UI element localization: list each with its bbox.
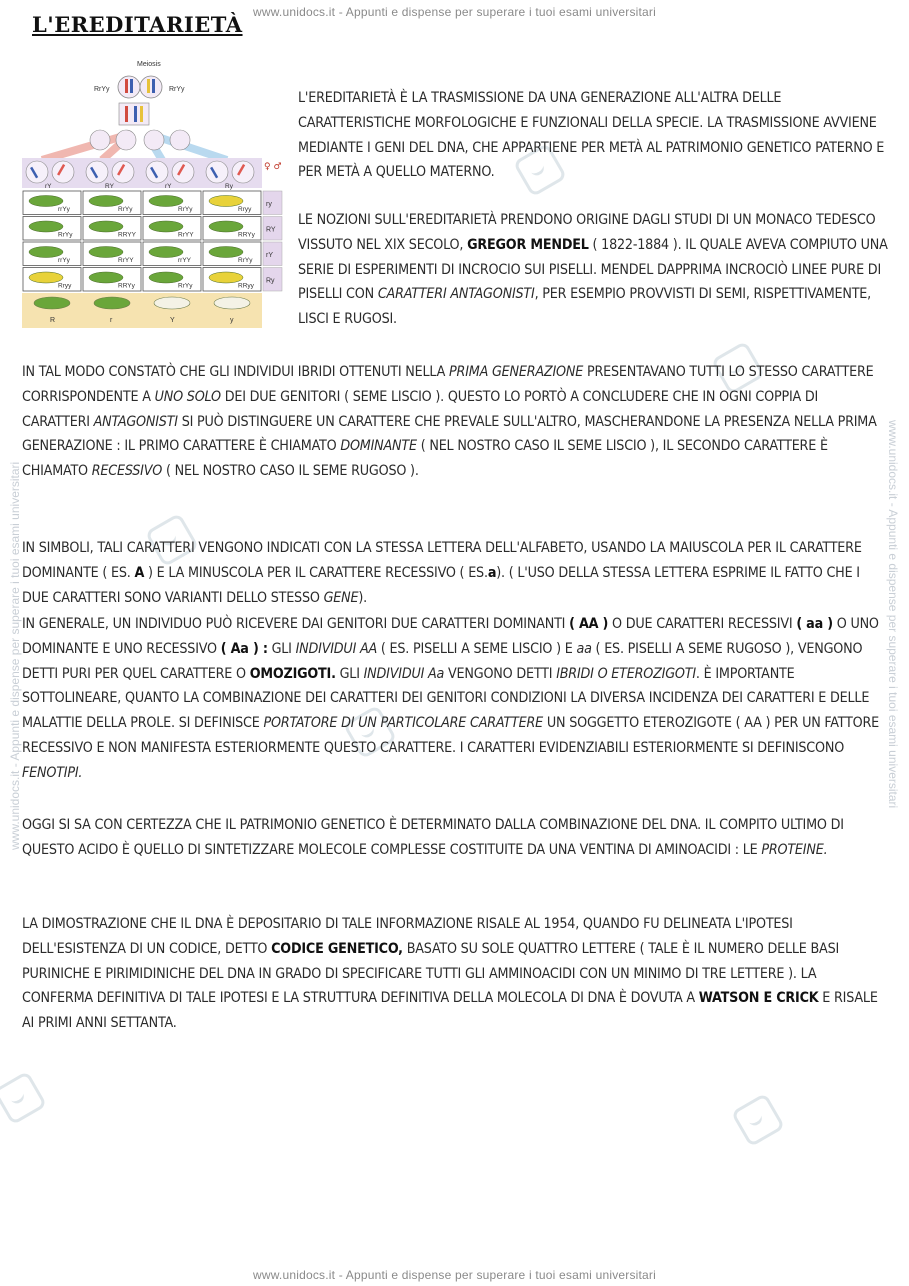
genotype-label: RrYy xyxy=(178,206,193,213)
genotype-label: RRYy xyxy=(238,231,255,239)
gamete-label: Ry xyxy=(225,183,233,190)
chromosome-blue xyxy=(152,79,155,93)
text-run: ( 1822-1884 ). IL QUALE AVEVA COMPIUTO UNA SERIE DI ESPERIMENTI DI INCROCIO SUI PISELLI. MENDEL DAPPRIMA INCROCIÒ LINEE PURE DI PISELLI CON xyxy=(298,236,888,303)
text-run: ( NEL NOSTRO CASO IL SEME LISCIO ), IL SECONDO CARATTERE È CHIAMATO xyxy=(22,438,828,480)
pea-pod xyxy=(149,196,183,207)
symbol-aa-upper: ( AA ) xyxy=(569,616,609,632)
highlight-mendel: GREGOR MENDEL xyxy=(467,236,589,253)
pea-pod xyxy=(89,272,123,283)
genotype-label: Rryy xyxy=(58,282,72,290)
highlight-omozigoti: OMOZIGOTI. xyxy=(249,665,336,682)
pea-pod xyxy=(89,247,123,258)
row-gamete-label: rY xyxy=(266,252,273,259)
phenotype-label: r xyxy=(110,317,113,324)
pea-pod xyxy=(149,272,183,283)
pea-pod xyxy=(149,247,183,258)
gamete-parent-cell xyxy=(144,130,164,150)
emphasis-aa-lower: aa xyxy=(576,640,592,657)
text-run: , PER ESEMPIO PROVVISTI DI SEMI, RISPETTIVAMENTE, LISCI E RUGOSI. xyxy=(298,286,872,328)
text-run: GLI xyxy=(267,640,296,657)
phenotype-pod xyxy=(214,297,250,309)
text-run: PRESENTAVANO TUTTI LO STESSO CARATTERE CORRISPONDENTE A xyxy=(22,364,874,405)
genotype-label: RrYy xyxy=(238,257,253,264)
text-run: GLI xyxy=(335,665,364,682)
pea-pod xyxy=(209,221,243,232)
text-run: . È IMPORTANTE SOTTOLINEARE, QUANTO LA COMBINAZIONE DEI CARATTERI DEI GENITORI CONDIZIONI LA DIVERSA INCIDENZA DEI CARATTERI E DELLE MALATTIE DELLA PROLE. SI DEFINISCE xyxy=(22,665,870,732)
symbol-aa-lower: ( aa ) xyxy=(796,616,833,632)
emphasis-proteine: PROTEINE. xyxy=(761,841,828,858)
chromosome-blue xyxy=(130,79,133,93)
parent-cell-right xyxy=(140,76,162,98)
pea-pod xyxy=(29,272,63,283)
genotype-label: RrYy xyxy=(178,282,193,290)
paragraph-dna xyxy=(22,813,888,863)
gamete-cell xyxy=(146,161,168,183)
gamete-cell xyxy=(206,161,228,183)
text-run: OGGI SI SA CON CERTEZZA CHE IL PATRIMONIO GENETICO È DETERMINATO DALLA COMBINAZIONE DEL DNA. IL COMPITO ULTIMO DI QUESTO ACIDO È QUELLO DI SINTETIZZARE MOLECOLE COMPLESSE COSTITUITE DA UNA VENTINA DI AMINOACIDI : LE xyxy=(22,817,844,858)
highlight-watson-crick: WATSON E CRICK xyxy=(698,990,819,1007)
text-run: BASATO SU SOLE QUATTRO LETTERE ( TALE È IL NUMERO DELLE BASI PURINICHE E PIRIMIDINICHE DEL DNA IN GRADO DI SPECIFICARE TUTTI GLI AMMINOACIDI CON UN MINIMO DI TRE LETTERE ). LA CONFERMA DEFINITIVA DI TALE IPOTESI E LA STRUTTURA DEFINITIVA DELLA MOLECOLA DI DNA È DOVUTA A xyxy=(22,940,840,1007)
text-run: ( ES. PISELLI A SEME RUGOSO ), VENGONO DETTI PURI PER QUEL CARATTERE O xyxy=(22,640,863,682)
gamete-label: rY xyxy=(165,183,172,190)
gamete-parent-cell xyxy=(170,130,190,150)
right-side-watermark: www.unidocs.it - Appunti e dispense per superare i tuoi esami universitari xyxy=(886,420,900,809)
text-run: ). xyxy=(358,589,367,606)
sex-symbols: ♀ ♂ xyxy=(264,162,282,172)
text-run: IN SIMBOLI, TALI CARATTERI VENGONO INDICATI CON LA STESSA LETTERA DELL'ALFABETO, USANDO LA MAIUSCOLA PER IL CARATTERE DOMINANTE ( ES. xyxy=(22,540,862,581)
emphasis-ibridi-eterozigoti: IBRIDI O ETEROZIGOTI xyxy=(556,665,696,682)
genotype-label: RRyy xyxy=(238,282,254,290)
pea-pod xyxy=(89,221,123,232)
page-title: L'EREDITARIETÀ xyxy=(32,12,243,37)
pea-pod xyxy=(29,221,63,232)
phenotype-label: Y xyxy=(170,317,175,324)
header-watermark: www.unidocs.it - Appunti e dispense per superare i tuoi esami universitari xyxy=(253,5,656,19)
phenotype-label: R xyxy=(50,317,56,324)
text-run: E RISALE AI PRIMI ANNI SETTANTA. xyxy=(22,990,878,1032)
gamete-label: rY xyxy=(45,183,52,190)
symbol-recessive: a xyxy=(487,564,497,581)
genotype-label: rrYY xyxy=(178,257,191,264)
genotype-label: Rryy xyxy=(238,206,252,213)
genotype-label: RRYy xyxy=(118,282,135,290)
text-run: VENGONO DETTI xyxy=(444,665,557,682)
paragraph-mendel xyxy=(298,208,888,332)
chromosome-yellow xyxy=(147,79,150,93)
punnett-grid xyxy=(23,191,282,291)
genotype-label: RRYY xyxy=(118,231,136,239)
phenotype-pod xyxy=(94,297,130,309)
phenotype-pod xyxy=(34,297,70,309)
paragraph-omozigoti xyxy=(22,612,888,786)
gamete-parent-cell xyxy=(90,130,110,150)
text-run: O DUE CARATTERI RECESSIVI xyxy=(608,616,797,632)
phenotype-label: y xyxy=(230,317,234,324)
paragraph-definition: L'EREDITARIETÀ È LA TRASMISSIONE DA UNA GENERAZIONE ALL'ALTRA DELLE CARATTERISTICHE MORFOLOGICHE E FUNZIONALI DELLA SPECIE. LA TRASMISSIONE AVVIENE MEDIANTE I GENI DEL DNA, CHE APPARTIENE PER METÀ AL PATRIMONIO GENETICO PATERNO E PER METÀ A QUELLO MATERNO. xyxy=(298,90,885,181)
pea-pod xyxy=(149,221,183,232)
gamete-cell xyxy=(86,161,108,183)
emphasis-gene: GENE xyxy=(323,589,359,606)
genotype-label: RrYy xyxy=(118,206,133,213)
text-run: ) E LA MINUSCOLA PER IL CARATTERE RECESSIVO ( ES. xyxy=(144,564,488,581)
emphasis-portatore: PORTATORE DI UN PARTICOLARE CARATTERE xyxy=(263,715,543,732)
genotype-label: RrYY xyxy=(178,231,194,239)
parent-cell-left xyxy=(118,76,140,98)
text-run: ). ( L'USO DELLA STESSA LETTERA ESPRIME IL FATTO CHE I DUE CARATTERI SONO VARIANTI DELLO STESSO xyxy=(22,564,860,606)
paragraph-codice-genetico xyxy=(22,912,888,1036)
emphasis-prima-generazione: PRIMA GENERAZIONE xyxy=(449,364,584,380)
paragraph-dominante-recessivo xyxy=(22,360,888,484)
pea-pod xyxy=(29,247,63,258)
text-run: LA DIMOSTRAZIONE CHE IL DNA È DEPOSITARIO DI TALE INFORMAZIONE RISALE AL 1954, QUANDO FU DELINEATA L'IPOTESI DELL'ESISTENZA DI UN CODICE, DETTO xyxy=(22,916,793,957)
text-run: DEI DUE GENITORI ( SEME LISCIO ). QUESTO LO PORTÒ A CONCLUDERE CHE IN OGNI COPPIA DI CARATTERI xyxy=(22,388,819,430)
text-run: IN TAL MODO CONSTATÒ CHE GLI INDIVIDUI IBRIDI OTTENUTI NELLA xyxy=(22,364,450,380)
genotype-label: RrYY xyxy=(118,257,134,264)
symbol-aa-mixed: ( Aa ) : xyxy=(220,640,268,657)
chromosome-yellow xyxy=(140,106,143,122)
emphasis-caratteri-antagonisti: CARATTERI ANTAGONISTI xyxy=(377,286,535,303)
meiosis-label: Meiosis xyxy=(137,61,161,68)
gamete-parent-cell xyxy=(116,130,136,150)
emphasis-uno-solo: UNO SOLO xyxy=(154,388,221,405)
gamete-label: RY xyxy=(105,183,114,190)
parent-right-genotype: RrYy xyxy=(169,86,185,93)
emphasis-antagonisti: ANTAGONISTI xyxy=(93,413,178,430)
pea-pod xyxy=(209,272,243,283)
text-run: SI PUÒ DISTINGUERE UN CARATTERE CHE PREVALE SULL'ALTRO, MASCHERANDONE LA PRESENZA NELLA PRIMA GENERAZIONE : IL PRIMO CARATTERE È CHIAMATO xyxy=(22,413,877,455)
row-gamete-label: Ry xyxy=(266,277,275,285)
emphasis-individui-aa: INDIVIDUI AA xyxy=(295,640,378,657)
text-run: IN GENERALE, UN INDIVIDUO PUÒ RICEVERE DAI GENITORI DUE CARATTERI DOMINANTI xyxy=(22,616,570,632)
emphasis-individui-aa-mixed: INDIVIDUI Aa xyxy=(363,665,445,682)
text-run: LE NOZIONI SULL'EREDITARIETÀ PRENDONO ORIGINE DAGLI STUDI DI UN MONACO TEDESCO VISSUTO NEL XIX SECOLO, xyxy=(298,212,876,253)
symbol-dominant: A xyxy=(134,564,145,581)
paragraph-simboli xyxy=(22,536,888,610)
row-gamete-label: ry xyxy=(266,201,272,208)
chromosome-red xyxy=(125,106,128,122)
phenotype-pod xyxy=(154,297,190,309)
watermark-logo-icon xyxy=(731,1093,786,1148)
footer-watermark: www.unidocs.it - Appunti e dispense per superare i tuoi esami universitari xyxy=(253,1268,656,1282)
text-run: ( ES. PISELLI A SEME LISCIO ) E xyxy=(377,640,577,657)
emphasis-fenotipi: FENOTIPI. xyxy=(22,764,83,781)
emphasis-recessivo: RECESSIVO xyxy=(91,463,163,480)
pea-pod xyxy=(209,247,243,258)
row-gamete-label: RY xyxy=(266,226,276,234)
chromosome-red xyxy=(125,79,128,93)
watermark-logo-icon xyxy=(0,1071,47,1126)
genotype-label: RrYy xyxy=(58,231,73,239)
pea-pod xyxy=(209,196,243,207)
pea-pod xyxy=(29,196,63,207)
text-run: O UNO DOMINANTE E UNO RECESSIVO xyxy=(22,616,879,657)
genotype-label: rrYy xyxy=(58,257,70,264)
text-run: UN SOGGETTO ETEROZIGOTE ( AA ) PER UN FATTORE RECESSIVO E NON MANIFESTA ESTERIORMENTE QUESTO CARATTERE. I CARATTERI EVIDENZIABILI ESTERIORMENTE SI DEFINISCONO xyxy=(22,715,879,756)
punnett-square-diagram xyxy=(22,55,284,330)
punnett-square-figure xyxy=(22,55,284,330)
highlight-codice-genetico: CODICE GENETICO, xyxy=(271,940,403,957)
gamete-cell xyxy=(26,161,48,183)
pea-pod xyxy=(89,196,123,207)
genotype-label: rrYy xyxy=(58,206,70,213)
left-side-watermark: www.unidocs.it - Appunti e dispense per superare i tuoi esami universitari xyxy=(8,461,22,850)
parent-left-genotype: RrYy xyxy=(94,86,110,93)
text-run: ( NEL NOSTRO CASO IL SEME RUGOSO ). xyxy=(162,463,419,480)
emphasis-dominante: DOMINANTE xyxy=(340,438,417,455)
chromosome-blue xyxy=(134,106,137,122)
